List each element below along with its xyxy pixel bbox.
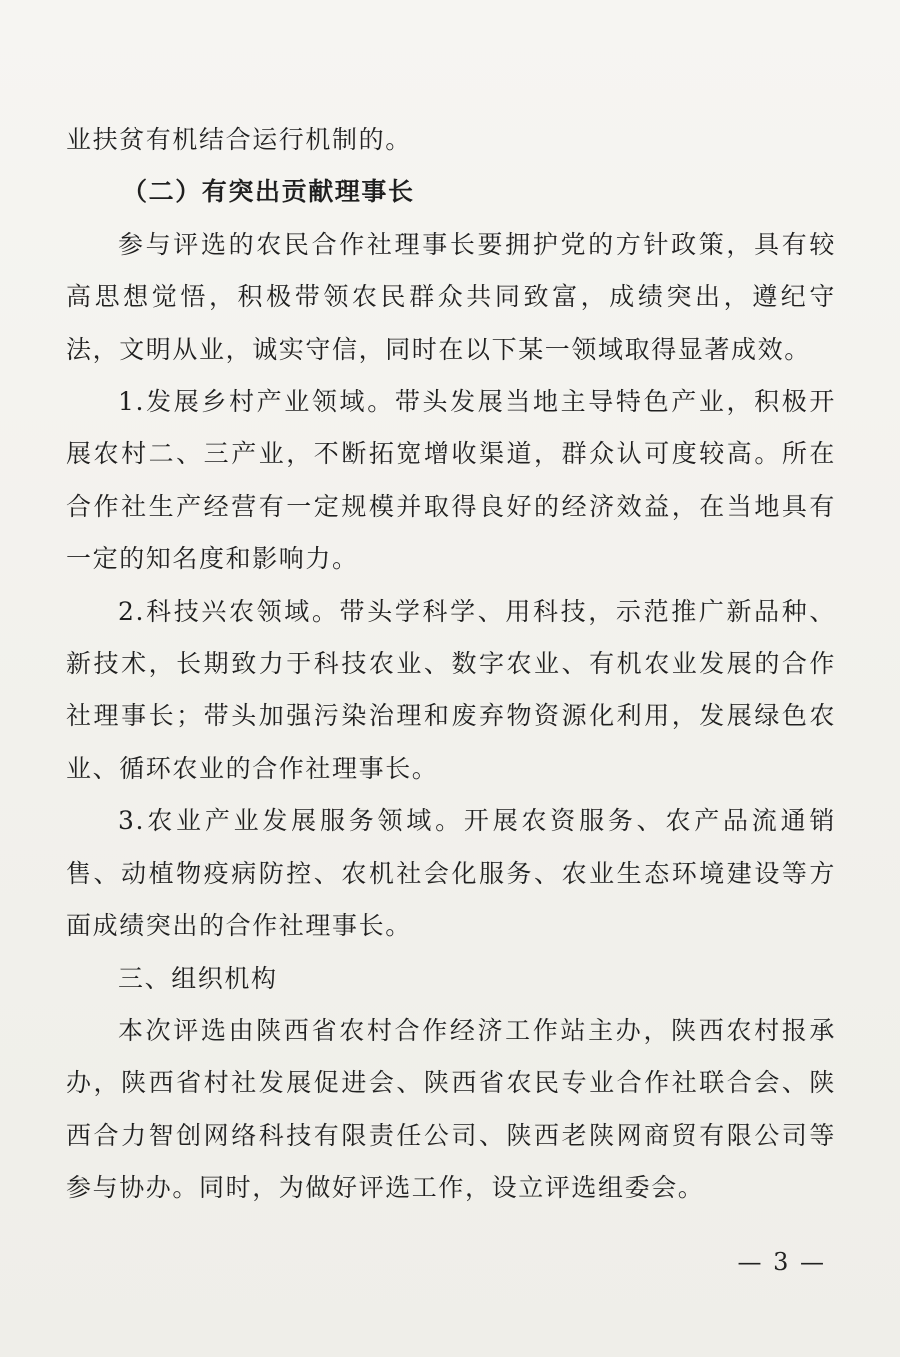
section-heading-outstanding-director: （二）有突出贡献理事长 — [122, 177, 415, 207]
section-heading-organization: 三、组织机构 — [118, 963, 278, 993]
paragraph-continuation: 业扶贫有机结合运行机制的。 — [66, 125, 412, 154]
paragraph-rural-industry: 1.发展乡村产业领域。带头发展当地主导特色产业，积极开展农村二、三产业，不断拓宽增收渠道，群众认可度较高。所在合作社生产经营有一定规模并取得良好的经济效益，在当地具有一定的知名度和影响力。 — [66, 387, 836, 574]
paragraph-organizers: 本次评选由陕西省农村合作经济工作站主办，陕西农村报承办，陕西省村社发展促进会、陕西省农民专业合作社联合会、陕西合力智创网络科技有限责任公司、陕西老陕网商贸有限公司等参与协办。同时，为做好评选工作，设立评选组委会。 — [66, 1015, 836, 1203]
page-number: — 3 — — [737, 1248, 826, 1276]
document-body — [66, 114, 836, 1215]
paragraph-requirements: 参与评选的农民合作社理事长要拥护党的方针政策，具有较高思想觉悟，积极带领农民群众共同致富，成绩突出，遵纪守法，文明从业，诚实守信，同时在以下某一领域取得显著成效。 — [66, 229, 836, 364]
paragraph-agri-services: 3.农业产业发展服务领域。开展农资服务、农产品流通销售、动植物疫病防控、农机社会化服务、农业生态环境建设等方面成绩突出的合作社理事长。 — [66, 806, 836, 941]
paragraph-tech-agriculture: 2.科技兴农领域。带头学科学、用科技，示范推广新品种、新技术，长期致力于科技农业、数字农业、有机农业发展的合作社理事长；带头加强污染治理和废弃物资源化利用，发展绿色农业、循环农业的合作社理事长。 — [66, 596, 836, 783]
